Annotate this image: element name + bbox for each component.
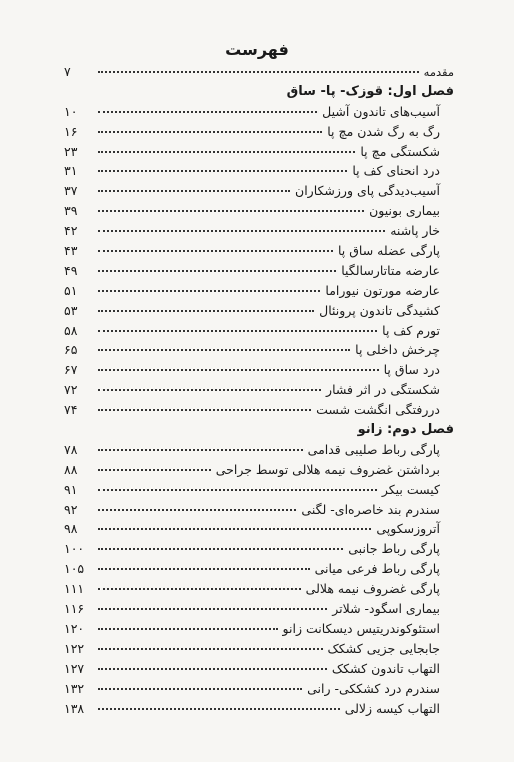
toc-entry-page: ۱۰۵ — [64, 561, 85, 577]
toc-entry — [64, 659, 454, 679]
toc-entry — [64, 201, 454, 221]
dot-leader — [98, 528, 371, 530]
chapter-heading — [64, 420, 454, 440]
dot-leader — [98, 210, 364, 212]
toc-entry-page: ۹۱ — [64, 481, 78, 497]
dot-leader — [98, 290, 320, 292]
toc-entry — [64, 519, 454, 539]
toc-entry-label: پارگی عضله ساق پا — [337, 243, 440, 259]
dot-leader — [98, 708, 340, 710]
dot-leader — [98, 548, 343, 550]
toc-entry — [64, 619, 454, 639]
toc-entry-label: پارگی غضروف نیمه هلالی — [305, 581, 440, 597]
toc-entry-page: ۱۱۱ — [64, 581, 85, 597]
toc-entry-page: ۱۶ — [64, 123, 78, 139]
dot-leader — [98, 270, 336, 272]
toc-entry — [64, 460, 454, 480]
toc-entry-page: ۳۱ — [64, 163, 78, 179]
toc-entry-label: دررفتگی انگشت شست — [316, 402, 440, 418]
toc-entry-page: ۲۳ — [64, 143, 78, 159]
toc-entry — [64, 679, 454, 699]
toc-entry — [64, 102, 454, 122]
toc-entry — [64, 301, 454, 321]
toc-entry-page: ۶۷ — [64, 362, 78, 378]
toc-entry-label: بیماری اسگود- شلاتر — [332, 601, 440, 617]
toc-entry — [64, 360, 454, 380]
dot-leader — [98, 330, 377, 332]
toc-entry — [64, 440, 454, 460]
toc-entry-page: ۷۴ — [64, 402, 78, 418]
dot-leader — [98, 170, 347, 172]
toc-entry-page: ۵۸ — [64, 322, 78, 338]
dot-leader — [98, 628, 278, 630]
dot-leader — [98, 469, 211, 471]
toc-entry — [64, 142, 454, 162]
toc-entry-label: استئوکوندریتیس دیسکانت زانو — [282, 620, 440, 636]
chapter-heading — [64, 82, 454, 102]
toc-entry-label: فصل دوم: زانو — [357, 422, 454, 438]
dot-leader — [98, 369, 379, 371]
toc-entry-page: ۱۳۸ — [64, 700, 85, 716]
toc-entry — [64, 221, 454, 241]
toc-entry-page: ۱۰ — [64, 103, 78, 119]
dot-leader — [98, 668, 327, 670]
toc-entry — [64, 599, 454, 619]
page-title: فهرست — [225, 40, 289, 59]
toc-entry — [64, 699, 454, 719]
dot-leader — [98, 489, 377, 491]
toc-entry-label: کیست بیکر — [381, 481, 440, 497]
dot-leader — [98, 688, 302, 690]
toc-entry-label: شکستگی در اثر فشار — [326, 382, 440, 398]
toc-entry-page: ۱۲۲ — [64, 640, 85, 656]
dot-leader — [98, 449, 303, 451]
dot-leader — [98, 131, 322, 133]
toc-entry-label: برداشتن غضروف نیمه هلالی توسط جراحی — [215, 461, 440, 477]
toc-entry-page: ۳۷ — [64, 183, 78, 199]
table-of-contents — [64, 62, 454, 718]
toc-entry-page: ۵۳ — [64, 302, 78, 318]
toc-entry-label: چرخش داخلی پا — [355, 342, 440, 358]
toc-entry-label: عارضه متاتارسالگیا — [341, 262, 440, 278]
toc-entry-label: سندرم بند خاصره‌ای- لگنی — [301, 501, 440, 517]
toc-entry-label: شکستگی مچ پا — [360, 143, 440, 159]
dot-leader — [98, 648, 323, 650]
toc-entry-label: پارگی رباط جانبی — [348, 541, 440, 557]
toc-entry-page: ۷۲ — [64, 382, 78, 398]
toc-entry-page: ۱۲۰ — [64, 620, 85, 636]
dot-leader — [98, 568, 310, 570]
toc-entry-label: درد ساق پا — [383, 362, 440, 378]
toc-entry-page: ۸۸ — [64, 461, 78, 477]
toc-entry — [64, 122, 454, 142]
toc-entry-label: سندرم درد کشککی- رانی — [307, 680, 440, 696]
dot-leader — [98, 509, 296, 511]
dot-leader — [98, 409, 311, 411]
toc-entry-page: ۱۲۷ — [64, 660, 85, 676]
dot-leader — [98, 230, 385, 232]
toc-entry-label: آسیب‌های تاندون آشیل — [322, 103, 440, 119]
toc-entry — [64, 181, 454, 201]
toc-entry-page: ۹۸ — [64, 521, 78, 537]
toc-entry — [64, 321, 454, 341]
dot-leader — [98, 250, 333, 252]
toc-entry-label: آتروزسکوپی — [376, 521, 440, 537]
toc-entry-page: ۵۱ — [64, 282, 78, 298]
toc-entry-label: خار پاشنه — [390, 223, 440, 239]
toc-entry-label: فصل اول: قوزک- پا- ساق — [286, 83, 454, 99]
toc-entry-label: پارگی رباط فرعی میانی — [314, 561, 440, 577]
toc-entry-label: جابجایی جزیی کشکک — [327, 640, 440, 656]
toc-entry — [64, 380, 454, 400]
toc-entry — [64, 400, 454, 420]
toc-entry — [64, 161, 454, 181]
toc-entry-page: ۳۹ — [64, 203, 78, 219]
toc-entry-label: بیماری بونیون — [369, 203, 440, 219]
toc-entry-label: التهاب کیسه زلالی — [344, 700, 440, 716]
toc-entry — [64, 241, 454, 261]
toc-entry-label: تورم کف پا — [382, 322, 440, 338]
toc-entry-page: ۶۵ — [64, 342, 78, 358]
toc-entry-page: ۷۸ — [64, 441, 78, 457]
dot-leader — [98, 151, 355, 153]
dot-leader — [98, 190, 290, 192]
toc-entry — [64, 281, 454, 301]
toc-entry-label: درد انحنای کف پا — [352, 163, 440, 179]
dot-leader — [98, 349, 350, 351]
toc-entry-label: التهاب تاندون کشکک — [331, 660, 440, 676]
toc-entry — [64, 261, 454, 281]
toc-entry-page: ۷ — [64, 64, 71, 79]
toc-entry — [64, 500, 454, 520]
toc-entry-label: عارضه مورتون نیوراما — [325, 282, 440, 298]
dot-leader — [98, 588, 301, 590]
dot-leader — [98, 111, 317, 113]
dot-leader — [98, 389, 321, 391]
toc-entry-page: ۱۰۰ — [64, 541, 85, 557]
toc-entry — [64, 340, 454, 360]
toc-entry-label: کشیدگی تاندون پرونئال — [319, 302, 440, 318]
toc-entry — [64, 62, 454, 82]
toc-entry-page: ۴۳ — [64, 243, 78, 259]
toc-entry-page: ۴۹ — [64, 262, 78, 278]
toc-entry — [64, 480, 454, 500]
toc-entry-page: ۹۲ — [64, 501, 78, 517]
toc-entry-page: ۴۲ — [64, 223, 78, 239]
toc-entry — [64, 539, 454, 559]
dot-leader — [98, 608, 327, 610]
toc-entry-label: پارگی رباط صلیبی قدامی — [307, 441, 440, 457]
dot-leader — [98, 310, 314, 312]
toc-entry — [64, 579, 454, 599]
toc-entry-label: آسیب‌دیدگی پای ورزشکاران — [295, 183, 440, 199]
toc-entry-label: مقدمه — [423, 65, 454, 79]
toc-entry-page: ۱۳۲ — [64, 680, 85, 696]
toc-entry — [64, 559, 454, 579]
toc-entry-page: ۱۱۶ — [64, 601, 85, 617]
dot-leader — [98, 71, 419, 73]
toc-entry — [64, 639, 454, 659]
toc-entry-label: رگ به رگ شدن مچ پا — [327, 123, 440, 139]
